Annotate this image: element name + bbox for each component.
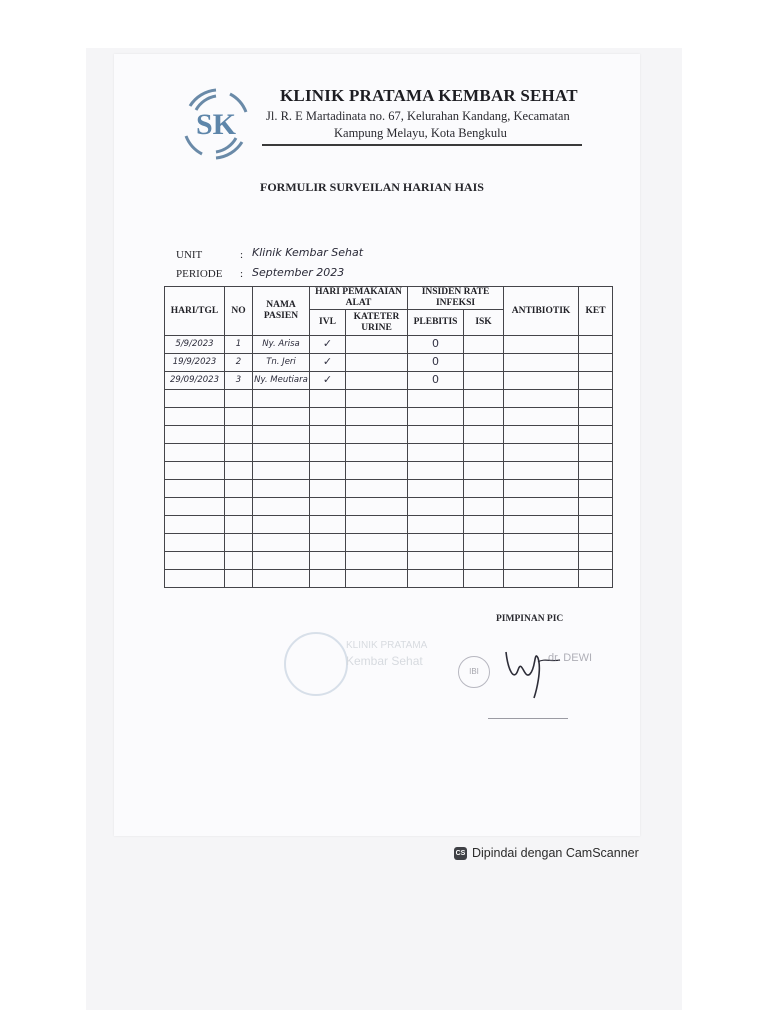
cell-date: [165, 372, 225, 390]
cell-antibiotik: [504, 498, 579, 516]
form-title: FORMULIR SURVEILAN HARIAN HAIS: [260, 180, 484, 194]
cell-date-text: 19/9/2023: [172, 357, 217, 367]
address-line-2: Kampung Melayu, Kota Bengkulu: [334, 126, 507, 140]
cell-name-text: Tn. Jeri: [266, 357, 296, 367]
cell-date: [165, 534, 225, 552]
signature-scribble: [500, 640, 570, 700]
cell-ivl: [310, 390, 346, 408]
header-no: NO: [225, 287, 253, 336]
cell-kateter: [346, 372, 408, 390]
clinic-name: KLINIK PRATAMA KEMBAR SEHAT: [280, 86, 578, 105]
cell-ket: [579, 390, 613, 408]
cell-ket: [579, 354, 613, 372]
table-row: [165, 570, 613, 588]
cell-ket: [579, 336, 613, 354]
cell-no-text: 3: [235, 375, 242, 385]
stamp-ring: [284, 632, 348, 696]
cell-name: [253, 498, 310, 516]
signer-name: dr. DEWI: [548, 652, 593, 664]
table-row: [165, 336, 613, 354]
cell-antibiotik: [504, 534, 579, 552]
cell-kateter: [346, 426, 408, 444]
unit-value: Klinik Kembar Sehat: [252, 246, 364, 259]
cell-name: [253, 354, 310, 372]
cell-antibiotik: [504, 354, 579, 372]
cell-date: [165, 516, 225, 534]
cell-ivl: [310, 444, 346, 462]
cell-isk: [464, 480, 504, 498]
cell-date: [165, 480, 225, 498]
cell-ket: [579, 426, 613, 444]
cell-kateter: [346, 552, 408, 570]
cell-plebitis: [408, 552, 464, 570]
cell-name: [253, 534, 310, 552]
header-kateter: KATETER URINE: [346, 310, 408, 336]
header-divider: [262, 144, 582, 146]
cell-plebitis: [408, 408, 464, 426]
cell-antibiotik: [504, 444, 579, 462]
cell-name-text: Ny. Arisa: [262, 339, 300, 349]
cell-no: [225, 426, 253, 444]
cell-kateter: [346, 516, 408, 534]
clinic-stamp: [280, 630, 440, 696]
cell-ivl: [310, 408, 346, 426]
cell-date: [165, 462, 225, 480]
cell-ivl-text: ✓: [322, 373, 333, 386]
cell-antibiotik: [504, 390, 579, 408]
cell-plebitis: [408, 336, 464, 354]
cell-plebitis-text: 0: [432, 373, 440, 386]
cell-ket: [579, 372, 613, 390]
table-row: [165, 534, 613, 552]
cell-isk: [464, 444, 504, 462]
periode-label: PERIODE: [176, 268, 223, 280]
table-row: [165, 462, 613, 480]
signature-line: [488, 718, 568, 719]
table-row: [165, 390, 613, 408]
cell-isk: [464, 570, 504, 588]
cell-ivl: [310, 534, 346, 552]
cell-ket: [579, 570, 613, 588]
cell-isk: [464, 390, 504, 408]
cell-no: [225, 444, 253, 462]
cell-ivl: [310, 426, 346, 444]
table-row: [165, 552, 613, 570]
header-antibiotik: ANTIBIOTIK: [504, 287, 579, 336]
cell-antibiotik: [504, 336, 579, 354]
cell-ivl-text: ✓: [322, 337, 333, 350]
cell-ivl: [310, 372, 346, 390]
cell-plebitis: [408, 444, 464, 462]
cell-ket: [579, 462, 613, 480]
camscanner-text: Dipindai dengan CamScanner: [472, 846, 639, 860]
cell-ivl: [310, 552, 346, 570]
cell-ivl: [310, 480, 346, 498]
cell-kateter: [346, 462, 408, 480]
cell-isk: [464, 336, 504, 354]
cell-kateter: [346, 336, 408, 354]
table-row: [165, 480, 613, 498]
cell-plebitis: [408, 354, 464, 372]
cell-no: [225, 552, 253, 570]
cell-no-text: 1: [235, 339, 242, 349]
cell-date: [165, 498, 225, 516]
cell-date: [165, 570, 225, 588]
periode-colon: :: [240, 268, 244, 280]
table-row: [165, 516, 613, 534]
cell-plebitis: [408, 372, 464, 390]
cell-antibiotik: [504, 552, 579, 570]
surveillance-table: [164, 286, 613, 588]
cell-isk: [464, 408, 504, 426]
cell-date: [165, 426, 225, 444]
header-ivl: IVL: [310, 310, 346, 336]
cell-antibiotik: [504, 372, 579, 390]
cell-name: [253, 462, 310, 480]
cell-antibiotik: [504, 480, 579, 498]
cell-name: [253, 570, 310, 588]
cell-ivl: [310, 516, 346, 534]
cell-no-text: 2: [235, 357, 242, 367]
cell-kateter: [346, 408, 408, 426]
ibi-seal: IBI: [458, 656, 490, 688]
cell-ket: [579, 516, 613, 534]
cell-plebitis: [408, 498, 464, 516]
cell-plebitis-text: 0: [432, 355, 440, 368]
cell-plebitis: [408, 462, 464, 480]
stamp-line-1: KLINIK PRATAMA: [346, 640, 428, 651]
header-ket: KET: [579, 287, 613, 336]
cell-isk: [464, 552, 504, 570]
cell-plebitis: [408, 480, 464, 498]
cell-ket: [579, 498, 613, 516]
cell-ivl: [310, 570, 346, 588]
table-row: [165, 426, 613, 444]
unit-colon: :: [240, 249, 244, 261]
header-isk: ISK: [464, 310, 504, 336]
header-plebitis: PLEBITIS: [408, 310, 464, 336]
cell-isk: [464, 462, 504, 480]
table-row: [165, 372, 613, 390]
cell-ivl: [310, 498, 346, 516]
cell-date-text: 5/9/2023: [175, 339, 214, 349]
stamp-line-2: Kembar Sehat: [346, 654, 423, 668]
cell-antibiotik: [504, 516, 579, 534]
cell-kateter: [346, 498, 408, 516]
header-hari-tgl: HARI/TGL: [165, 287, 225, 336]
cell-no: [225, 516, 253, 534]
cell-ket: [579, 480, 613, 498]
cell-plebitis: [408, 390, 464, 408]
cell-date-text: 29/09/2023: [170, 375, 219, 385]
periode-value: September 2023: [252, 266, 345, 279]
cell-ket: [579, 408, 613, 426]
cell-kateter: [346, 570, 408, 588]
pimpinan-pic-label: PIMPINAN PIC: [496, 614, 564, 624]
cell-date: [165, 552, 225, 570]
cell-ivl: [310, 462, 346, 480]
cell-date: [165, 336, 225, 354]
cell-no: [225, 390, 253, 408]
cell-no: [225, 336, 253, 354]
cell-antibiotik: [504, 570, 579, 588]
cell-isk: [464, 534, 504, 552]
table-row: [165, 498, 613, 516]
cell-name: [253, 480, 310, 498]
table-row: [165, 408, 613, 426]
cell-no: [225, 354, 253, 372]
cell-ivl-text: ✓: [322, 355, 333, 368]
table-row: [165, 354, 613, 372]
cell-date: [165, 390, 225, 408]
cell-name-text: Ny. Meutiara: [254, 375, 308, 385]
cell-plebitis: [408, 516, 464, 534]
camscanner-icon: CS: [454, 847, 467, 860]
table-body: [165, 336, 613, 588]
camscanner-footer: [454, 846, 639, 860]
cell-date: [165, 354, 225, 372]
cell-ket: [579, 444, 613, 462]
table-row: [165, 444, 613, 462]
cell-date: [165, 444, 225, 462]
cell-name: [253, 372, 310, 390]
cell-ivl: [310, 354, 346, 372]
cell-name: [253, 390, 310, 408]
cell-plebitis: [408, 570, 464, 588]
cell-name: [253, 426, 310, 444]
cell-plebitis: [408, 426, 464, 444]
cell-name: [253, 408, 310, 426]
cell-date: [165, 408, 225, 426]
cell-isk: [464, 498, 504, 516]
cell-no: [225, 534, 253, 552]
cell-antibiotik: [504, 462, 579, 480]
cell-ket: [579, 534, 613, 552]
clinic-logo: [176, 84, 256, 164]
cell-no: [225, 408, 253, 426]
cell-isk: [464, 372, 504, 390]
header-insiden: INSIDEN RATE INFEKSI: [408, 287, 504, 310]
header-hari-pemakaian: HARI PEMAKAIAN ALAT: [310, 287, 408, 310]
cell-ivl: [310, 336, 346, 354]
cell-no: [225, 570, 253, 588]
address-line-1: Jl. R. E Martadinata no. 67, Kelurahan Kandang, Kecamatan: [266, 109, 570, 123]
header-nama-pasien: NAMA PASIEN: [253, 287, 310, 336]
cell-antibiotik: [504, 408, 579, 426]
cell-no: [225, 372, 253, 390]
cell-plebitis-text: 0: [432, 337, 440, 350]
cell-isk: [464, 426, 504, 444]
cell-isk: [464, 354, 504, 372]
cell-kateter: [346, 444, 408, 462]
cell-kateter: [346, 354, 408, 372]
unit-label: UNIT: [176, 249, 203, 261]
cell-isk: [464, 516, 504, 534]
cell-kateter: [346, 390, 408, 408]
cell-name: [253, 336, 310, 354]
cell-kateter: [346, 480, 408, 498]
cell-no: [225, 462, 253, 480]
cell-name: [253, 516, 310, 534]
cell-antibiotik: [504, 426, 579, 444]
cell-plebitis: [408, 534, 464, 552]
cell-no: [225, 498, 253, 516]
cell-name: [253, 552, 310, 570]
cell-no: [225, 480, 253, 498]
cell-ket: [579, 552, 613, 570]
logo-letters: SK: [195, 108, 237, 141]
cell-kateter: [346, 534, 408, 552]
cell-name: [253, 444, 310, 462]
